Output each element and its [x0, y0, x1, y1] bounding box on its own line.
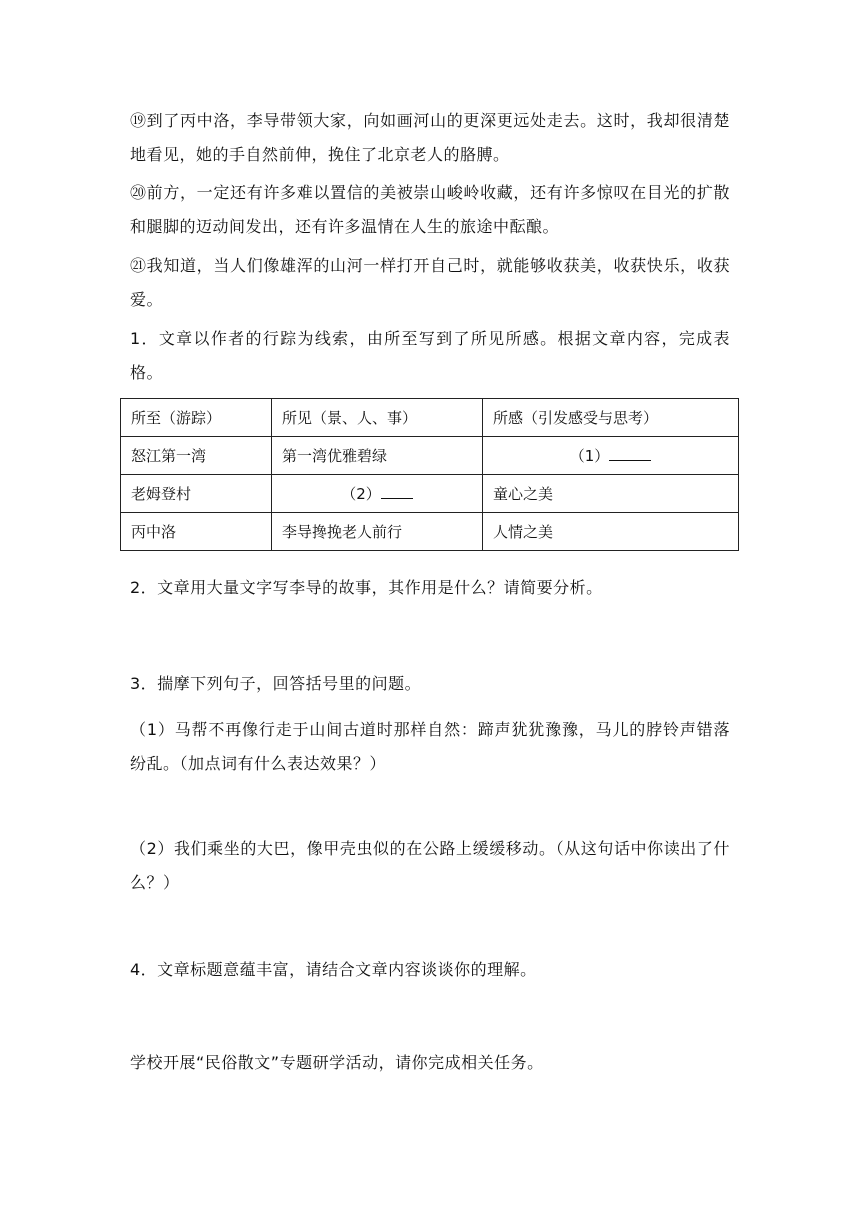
- question-3-1: （1）马帮不再像行走于山间古道时那样自然：蹄声犹犹豫豫，马儿的脖铃声错落纷乱。（加点词有什么表达效果？）: [130, 720, 730, 773]
- table-cell: 怒江第一湾: [121, 437, 272, 475]
- table-header-cell: 所见（景、人、事）: [272, 399, 483, 437]
- question-4: 4．文章标题意蕴丰富，请结合文章内容谈谈你的理解。: [130, 960, 537, 979]
- table-cell: 第一湾优雅碧绿: [272, 437, 483, 475]
- table-cell: 童心之美: [483, 475, 739, 513]
- table-cell: 人情之美: [483, 513, 739, 551]
- table-cell: 丙中洛: [121, 513, 272, 551]
- table-row: [121, 513, 739, 551]
- itinerary-table: [120, 398, 739, 551]
- table-row: [121, 475, 739, 513]
- blank-line: [609, 446, 651, 461]
- research-task: 学校开展“民俗散文”专题研学活动，请你完成相关任务。: [130, 1053, 544, 1072]
- blank-label: （2）: [341, 485, 381, 503]
- answer-blank-cell[interactable]: [272, 475, 483, 513]
- question-3: 3．揣摩下列句子，回答括号里的问题。: [130, 674, 422, 693]
- table-header-row: [121, 399, 739, 437]
- table-cell: 李导搀挽老人前行: [272, 513, 483, 551]
- blank-label: （1）: [569, 447, 610, 465]
- answer-blank-cell[interactable]: [483, 437, 739, 475]
- paragraph-19: ⑲到了丙中洛，李导带领大家，向如画河山的更深更远处走去。这时，我却很清楚地看见，她的手自然前伸，挽住了北京老人的胳膊。: [130, 111, 730, 164]
- table-cell: 老姆登村: [121, 475, 272, 513]
- blank-line: [381, 484, 413, 499]
- question-3-2: （2）我们乘坐的大巴，像甲壳虫似的在公路上缓缓移动。（从这句话中你读出了什么？）: [130, 839, 730, 892]
- paragraph-20: ⑳前方，一定还有许多难以置信的美被崇山峻岭收藏，还有许多惊叹在目光的扩散和腿脚的迈动间发出，还有许多温情在人生的旅途中酝酿。: [130, 183, 730, 236]
- paragraph-21: ㉑我知道，当人们像雄浑的山河一样打开自己时，就能够收获美，收获快乐，收获爱。: [130, 256, 730, 309]
- question-2: 2．文章用大量文字写李导的故事，其作用是什么？请简要分析。: [130, 578, 603, 597]
- table-header-cell: 所至（游踪）: [121, 399, 272, 437]
- question-1: 1．文章以作者的行踪为线索，由所至写到了所见所感。根据文章内容，完成表格。: [130, 329, 730, 382]
- table-row: [121, 437, 739, 475]
- table-header-cell: 所感（引发感受与思考）: [483, 399, 739, 437]
